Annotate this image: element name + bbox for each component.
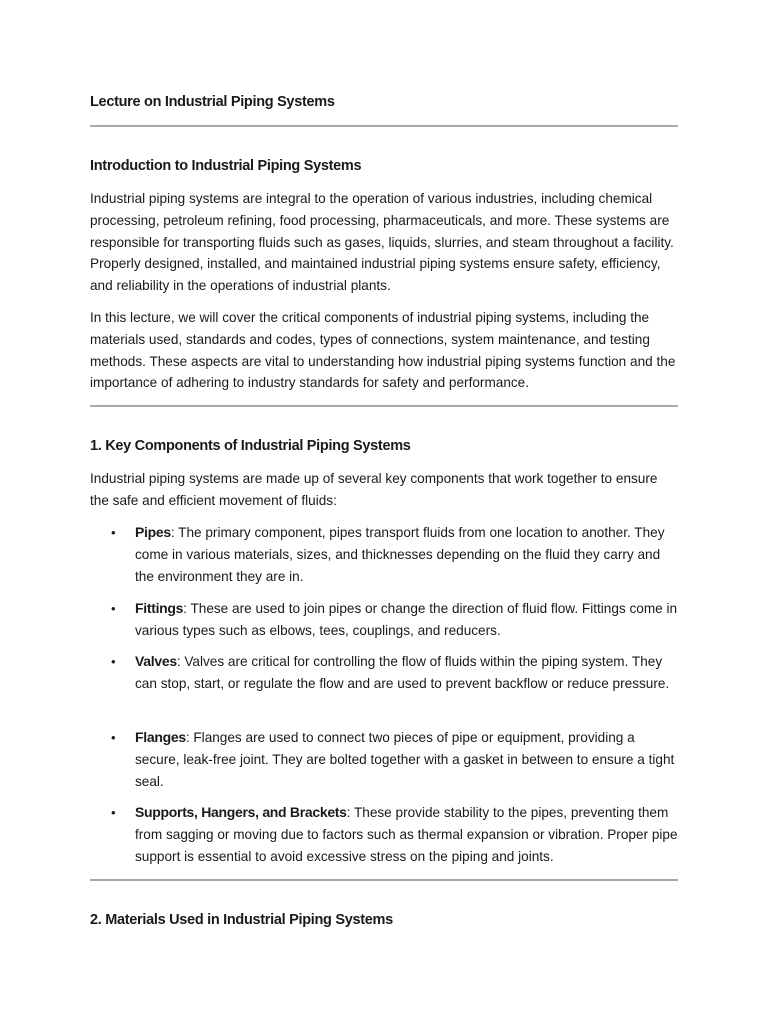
list-item-term: Fittings <box>135 600 184 616</box>
list-item-body <box>135 522 681 587</box>
bullet-marker: • <box>111 654 116 669</box>
bullet-marker: • <box>111 730 116 745</box>
section-heading-key-components: 1. Key Components of Industrial Piping Systems <box>90 438 411 454</box>
section-heading-introduction: Introduction to Industrial Piping Systems <box>90 158 362 174</box>
bullet-marker: • <box>111 601 116 616</box>
list-item-text: : The primary component, pipes transport fluids from one location to another. They come in various materials, sizes, and thicknesses depending on the fluid they carry and the environment they are in. <box>135 525 665 584</box>
list-item-term: Valves <box>135 653 177 669</box>
list-item-text: : Flanges are used to connect two pieces of pipe or equipment, providing a secure, leak-free joint. They are bolted together with a gasket in between to ensure a tight seal. <box>135 730 675 789</box>
list-item-body <box>135 651 681 695</box>
section-heading-materials: 2. Materials Used in Industrial Piping Systems <box>90 912 393 928</box>
intro-paragraph-2: In this lecture, we will cover the critical components of industrial piping systems, including the materials used, standards and codes, types of connections, system maintenance, and testing methods. These aspects are vital to understanding how industrial piping systems function and the importance of adhering to industry standards for safety and performance. <box>90 310 676 391</box>
list-item-term: Pipes <box>135 524 171 540</box>
list-item-text: : Valves are critical for controlling the flow of fluids within the piping system. They can stop, start, or regulate the flow and are used to prevent backflow or reduce pressure. <box>135 654 670 691</box>
list-item-body <box>135 598 681 642</box>
list-item-text: : These provide stability to the pipes, preventing them from sagging or moving due to factors such as thermal expansion or vibration. Proper pipe support is essential to avoid excessive stress on the piping and joints. <box>135 805 678 864</box>
key-components-intro: Industrial piping systems are made up of several key components that work together to ensure the safe and efficient movement of fluids: <box>90 471 658 508</box>
document-title: Lecture on Industrial Piping Systems <box>90 94 335 110</box>
list-item-text: : These are used to join pipes or change the direction of fluid flow. Fittings come in various types such as elbows, tees, couplings, and reducers. <box>135 601 678 638</box>
bullet-marker: • <box>111 525 116 540</box>
list-item-term: Flanges <box>135 729 186 745</box>
list-item-body <box>135 802 681 867</box>
list-item-term: Supports, Hangers, and Brackets <box>135 804 347 820</box>
section-divider <box>90 125 678 127</box>
section-divider <box>90 405 678 407</box>
section-divider <box>90 879 678 881</box>
intro-paragraph-1: Industrial piping systems are integral to the operation of various industries, including chemical processing, petroleum refining, food processing, pharmaceuticals, and more. These systems are responsible for transporting fluids such as gases, liquids, slurries, and steam throughout a facility. Properly designed, installed, and maintained industrial piping systems ensure safety, efficiency, and reliability in the operations of industrial plants. <box>90 191 674 294</box>
list-item-body <box>135 727 681 792</box>
bullet-marker: • <box>111 805 116 820</box>
